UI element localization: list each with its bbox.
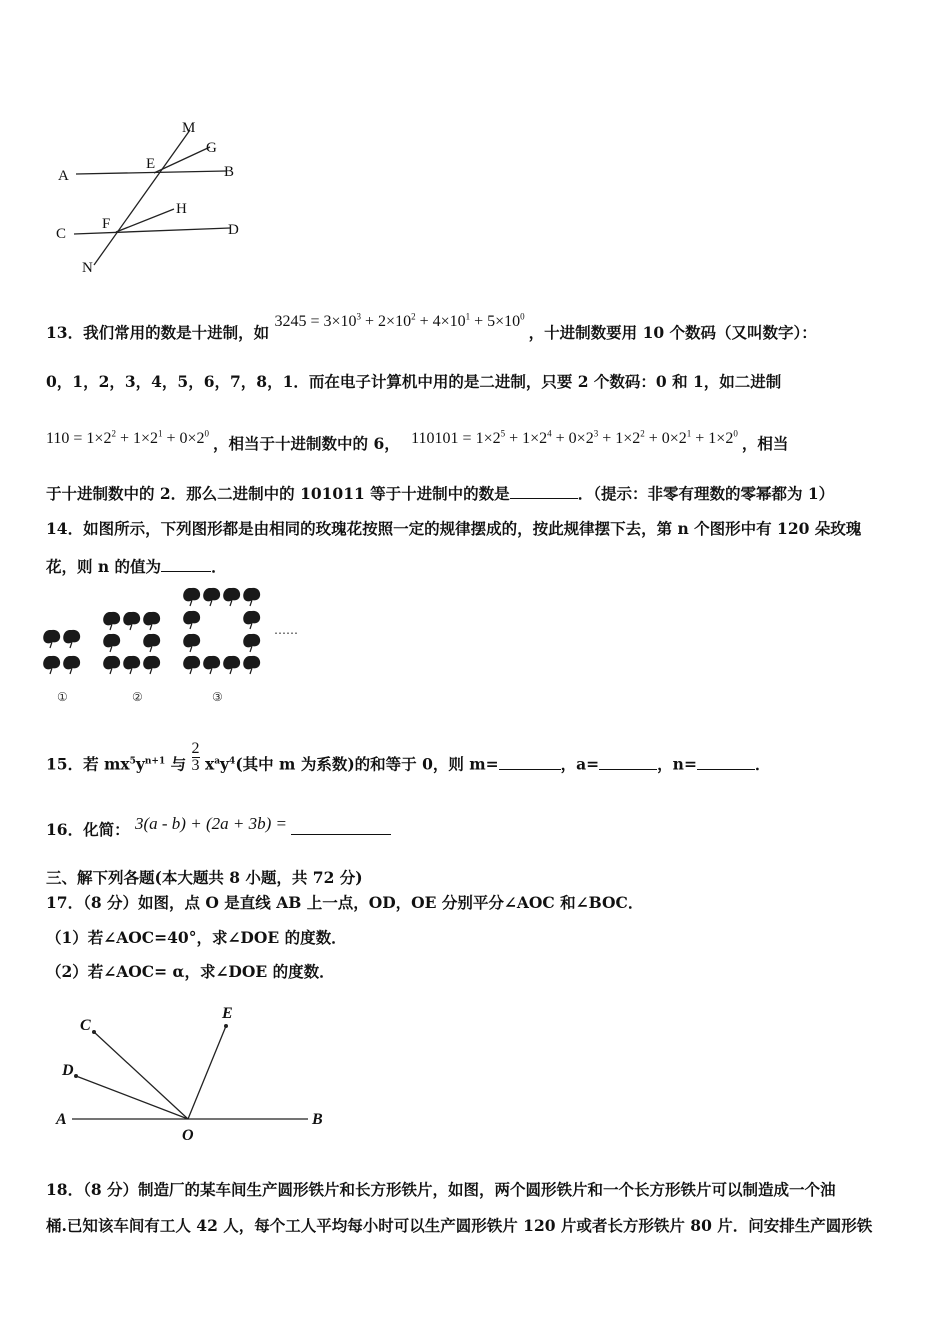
label-e: E [222,1005,233,1022]
q13-equation-decimal: $3245 = 3\times 10^3 + 2\times 10^2 + 4\times 10^1 + 5\times 10^0$ [274,311,525,330]
line-mn [94,130,190,265]
q13-line3: $110 = 1\times 2^2 + 1\times 2^1 + 0\times 2^0$ ，相当于十进制数中的 6， $110101 = 1\times 2^5 + 1\times 2^4 + 0\times 2^3 + 1\times 2^2 + 0\times 2^1 + 1\times 2^0$ ，相当 [46,428,789,453]
q17-part1: （1）若∠AOC=40°，求∠DOE 的度数． [46,928,347,947]
q13-line1: 13．我们常用的数是十进制，如 $3245 = 3\times 10^3 + 2\times 10^2 + 4\times 10^1 + 5\times 10^0$ ，十进制数要用 10 个数码（又叫数字）： [46,311,817,342]
q14-line1: 14．如图所示，下列图形都是由相同的玫瑰花按照一定的规律摆成的，按此规律摆下去，第 n 个图形中有 120 朵玫瑰 [46,519,862,538]
rose-icon [223,656,240,674]
rose-icon [123,656,140,674]
rose-icon [183,588,200,606]
rose-icon [103,612,120,630]
line-cd [74,228,230,234]
label-h: H [176,201,187,217]
q14-answer-blank[interactable] [161,557,211,572]
rose-ellipsis: …… [274,623,298,637]
rose-icon [143,656,160,674]
label-c: C [80,1017,91,1034]
rose-icon [143,612,160,630]
q13-answer-blank[interactable] [510,484,578,499]
label-d: D [228,222,239,238]
label-e: E [146,156,156,172]
ray-eg [154,147,210,173]
label-b: B [312,1111,323,1128]
q14-line2: 花，则 n 的值为 ． [46,557,227,576]
rose-icon [243,588,260,606]
q13-line2: 0，1，2，3，4，5，6，7，8，1．而在电子计算机中用的是二进制，只要 2 个数码：0 和 1，如二进制 [46,372,782,391]
rose-icon [103,634,120,652]
ray-fh [116,209,174,232]
q18-line2: 桶.已知该车间有工人 42 人，每个工人平均每小时可以生产圆形铁片 120 片或者长方形铁片 80 片．问安排生产圆形铁 [46,1216,873,1235]
section-3-title: 三、解下列各题(本大题共 8 小题，共 72 分) [46,868,363,887]
q16-answer-blank[interactable] [291,820,391,835]
rose-icon [203,656,220,674]
q17-part2: （2）若∠AOC= α，求∠DOE 的度数． [46,962,335,981]
rose-icon [243,611,260,629]
q16-line: 16．化简： 3(a - b) + (2a + 3b) = [46,820,391,840]
rose-icon [63,656,80,674]
label-o: O [182,1127,194,1144]
label-b: B [224,164,235,180]
parallel-lines-figure [40,110,260,290]
label-n: N [82,260,93,276]
q16-expression: 3(a - b) + (2a + 3b) = [134,814,287,833]
q15-a-blank[interactable] [599,755,657,770]
rose-pattern-figure [40,585,320,710]
rose-icon [123,612,140,630]
figure-label-3: ③ [212,690,223,704]
q18-line1: 18．（8 分）制造厂的某车间生产圆形铁片和长方形铁片，如图，两个圆形铁片和一个长方形铁片可以制造成一个油 [46,1180,836,1199]
q13-line4: 于十进制数中的 2．那么二进制中的 101011 等于十进制中的数是 ．（提示：非零有理数的零幂都为 1） [46,484,835,503]
q13-equation-binary-110101: $110101 = 1\times 2^5 + 1\times 2^4 + 0\times 2^3 + 1\times 2^2 + 0\times 2^1 + 1\times 2^0$ [411,428,738,447]
q17-line1: 17．（8 分）如图，点 O 是直线 AB 上一点，OD，OE 分别平分∠AOC 和∠BOC． [46,893,644,912]
rose-icon [243,656,260,674]
rose-icon [143,634,160,652]
label-c: C [56,226,67,242]
angle-figure [50,1000,350,1150]
rose-icon [223,588,240,606]
figure-label-1: ① [57,690,68,704]
q13-equation-binary-110: $110 = 1\times 2^2 + 1\times 2^1 + 0\times 2^0$ [46,428,210,447]
label-a: A [58,168,69,184]
rose-icon [43,656,60,674]
label-a: A [56,1111,67,1128]
q15-n-blank[interactable] [697,755,755,770]
fraction-two-thirds: $\frac{2}{3}$ [191,740,200,774]
ray-oe [188,1026,226,1119]
q15-m-blank[interactable] [499,755,561,770]
label-d: D [62,1062,74,1079]
ray-oc [94,1032,188,1119]
figure-label-2: ② [132,690,143,704]
label-f: F [102,216,111,232]
rose-icon [203,588,220,606]
rose-icon [183,656,200,674]
rose-icon [63,630,80,648]
rose-icon [243,634,260,652]
rose-icon [103,656,120,674]
rose-icon [183,611,200,629]
rose-icon [183,634,200,652]
label-m: M [182,120,196,136]
rose-icon [43,630,60,648]
ray-od [76,1076,188,1119]
label-g: G [206,140,217,156]
q15-line: 15．若 $mx^5y^{n+1}$ 与 $\frac{2}{3}$ $x^ay^4$(其中 m 为系数)的和等于 0，则 m= ，a= ，n= ． [46,740,771,774]
